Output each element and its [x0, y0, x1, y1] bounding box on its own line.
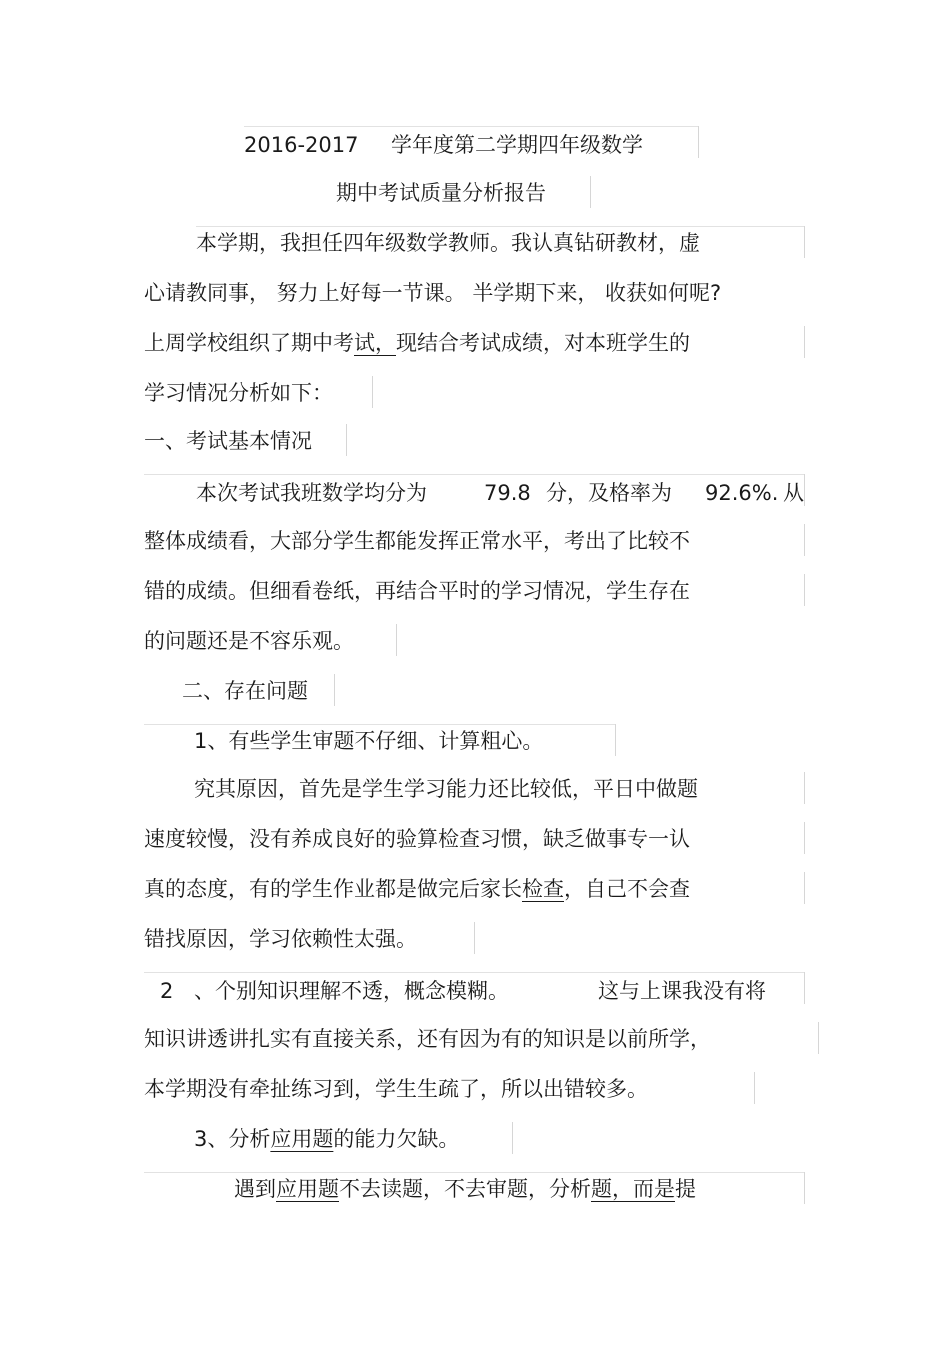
issue1-line-3	[144, 872, 784, 906]
issue1-line-1: 究其原因，首先是学生学习能力还比较低，平日中做题	[194, 777, 698, 801]
box-line	[804, 872, 805, 904]
box-line	[804, 822, 805, 854]
box-line	[144, 972, 804, 973]
intro-line-3-c: 现结合考试成绩，对本班学生的	[396, 331, 690, 355]
issue1-line-3-underlined: 检查	[522, 877, 564, 901]
box-line	[615, 724, 616, 756]
box-line	[334, 674, 335, 706]
section-heading-2: 二、存在问题	[182, 679, 308, 703]
issue-item-3-c: 的能力欠缺。	[333, 1127, 460, 1151]
box-line	[512, 1122, 513, 1154]
issue3-line-1	[234, 1172, 794, 1206]
pass-rate: 92.6%.	[705, 481, 779, 505]
box-line	[804, 1172, 805, 1204]
section1-line-1-a: 本次考试我班数学均分为	[196, 481, 427, 505]
box-line	[244, 126, 699, 127]
title-year: 2016-2017	[244, 133, 359, 157]
issue-item-2	[160, 974, 800, 1008]
issue3-line-1-a: 遇到	[234, 1177, 276, 1201]
box-line	[804, 326, 805, 358]
issue3-line-1-e: 提	[675, 1177, 696, 1201]
section1-line-2: 整体成绩看，大部分学生都能发挥正常水平，考出了比较不	[144, 529, 690, 553]
box-line	[396, 624, 397, 656]
box-line	[698, 126, 699, 158]
issue1-line-3-c: ，自己不会查	[564, 877, 690, 901]
issue3-line-1-underlined-2: 题，而是	[591, 1177, 675, 1201]
issue-item-1: 1、有些学生审题不仔细、计算粗心。	[194, 729, 544, 753]
section1-line-1-b: 分，及格率为	[546, 481, 672, 505]
section1-line-3: 错的成绩。但细看卷纸，再结合平时的学习情况，学生存在	[144, 579, 690, 603]
issue3-line-1-c: 不去读题，不去审题，分析	[339, 1177, 591, 1201]
average-score: 79.8	[484, 481, 531, 505]
intro-line-1: 本学期，我担任四年级数学教师。我认真钻研教材，虚	[196, 231, 700, 255]
intro-line-3	[144, 326, 784, 360]
title-text: 学年度第二学期四年级数学	[391, 133, 643, 157]
issue3-line-1-underlined-1: 应用题	[276, 1177, 339, 1201]
section1-line-1-c: 从	[783, 481, 804, 505]
box-line	[818, 1022, 819, 1054]
intro-line-2: 心请教同事， 努力上好每一节课。 半学期下来， 收获如何呢?	[144, 281, 722, 305]
issue1-line-2: 速度较慢，没有养成良好的验算检查习惯，缺乏做事专一认	[144, 827, 690, 851]
intro-line-3-a: 上周学校组织了期中考	[144, 331, 354, 355]
section1-line-1	[196, 476, 808, 510]
box-line	[754, 1072, 755, 1104]
issue-item-2-number: 2	[160, 979, 174, 1003]
issue-item-3-a: 3、分析	[194, 1127, 271, 1151]
intro-line-3-underlined: 试，	[354, 331, 396, 355]
section-heading-1: 一、考试基本情况	[144, 429, 312, 453]
issue2-line-3: 本学期没有牵扯练习到，学生生疏了，所以出错较多。	[144, 1077, 648, 1101]
box-line	[804, 524, 805, 556]
issue-item-2-text: 这与上课我没有将	[598, 979, 766, 1003]
box-line	[144, 474, 804, 475]
title-line-2: 期中考试质量分析报告	[336, 181, 546, 205]
box-line	[372, 376, 373, 408]
box-line	[474, 922, 475, 954]
issue1-line-4: 错找原因，学习依赖性太强。	[144, 927, 417, 951]
issue2-line-2: 知识讲透讲扎实有直接关系，还有因为有的知识是以前所学，	[144, 1027, 711, 1051]
issue-item-3	[194, 1122, 506, 1156]
issue1-line-3-a: 真的态度，有的学生作业都是做完后家长	[144, 877, 522, 901]
box-line	[804, 772, 805, 804]
box-line	[804, 226, 805, 258]
box-line	[804, 574, 805, 606]
box-line	[346, 424, 347, 456]
issue-item-2-title: 、个别知识理解不透，概念模糊。	[194, 979, 509, 1003]
section1-line-4: 的问题还是不容乐观。	[144, 629, 354, 653]
title-line-1	[244, 128, 694, 162]
issue-item-3-underlined: 应用题	[270, 1127, 334, 1151]
intro-line-4: 学习情况分析如下：	[144, 381, 333, 405]
box-line	[804, 972, 805, 1004]
